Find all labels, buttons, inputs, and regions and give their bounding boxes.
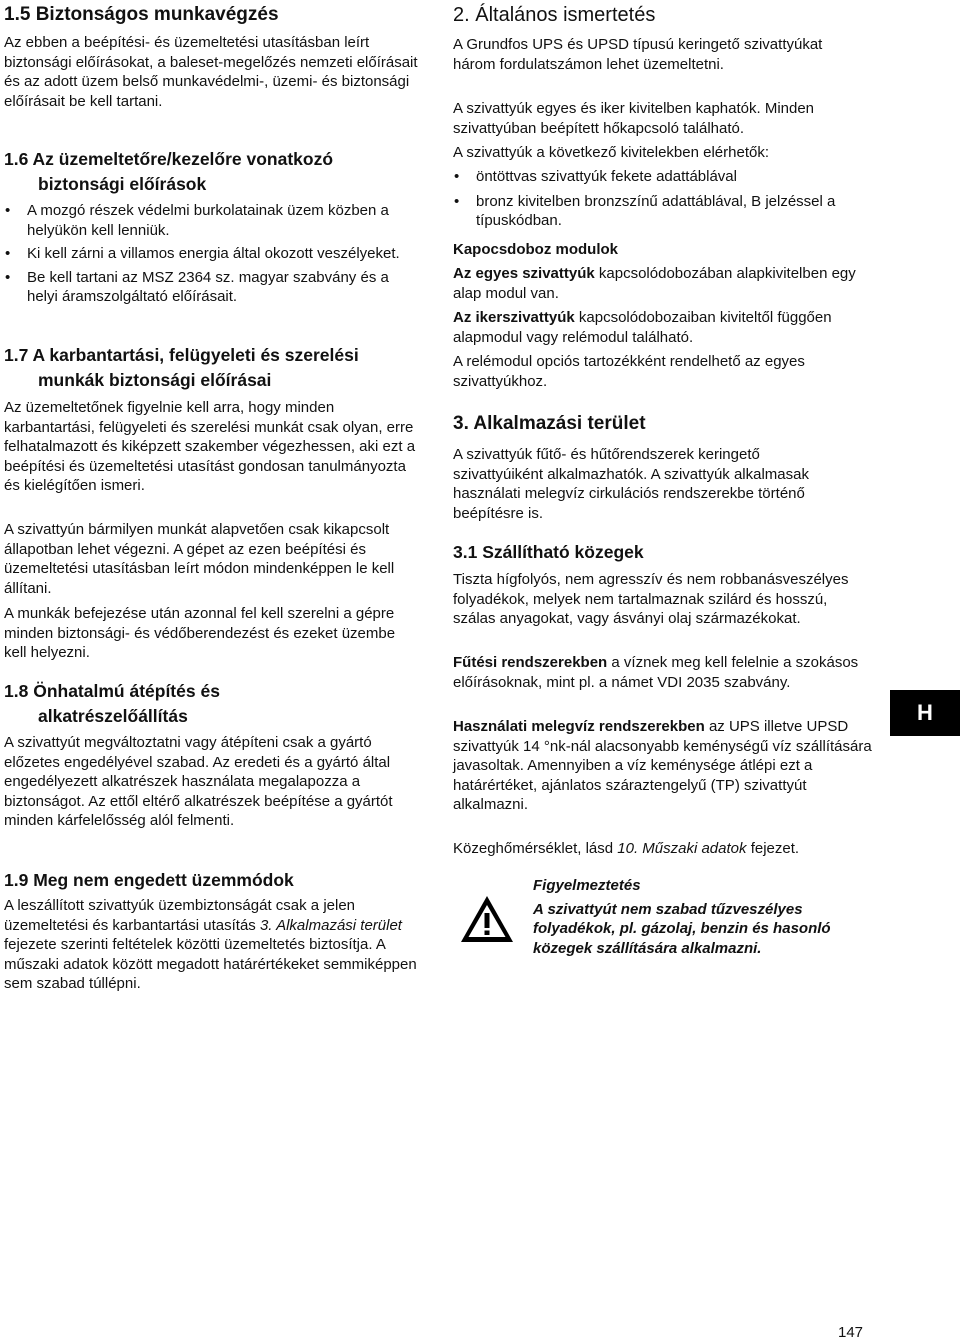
- list-item-text: bronz kivitelben bronzszínű adattáblával, B jelzéssel a típuskódban.: [476, 192, 836, 230]
- bullet-icon: •: [5, 268, 11, 286]
- list-item-text: A mozgó részek védelmi burkolatainak üzem közben a helyükön kell lenniük.: [27, 202, 389, 239]
- heading-title-line-2: biztonsági előírások: [38, 173, 207, 194]
- section-2-paragraph-3: A szivattyúk a következő kivitelekben elérhetők:: [453, 144, 769, 161]
- bold-run: Az ikerszivattyúk: [453, 309, 575, 326]
- heading-title-line-1: A karbantartási, felügyeleti és szerelési: [32, 345, 359, 365]
- text-run: fejezet.: [750, 840, 800, 857]
- section-2-paragraph-2: A szivattyúk egyes és iker kivitelben kaphatók. Minden szivattyúban beépített hőkapcsoló található.: [453, 100, 815, 137]
- section-1-6-list: [4, 201, 418, 307]
- list-item-text: öntöttvas szivattyúk fekete adattáblával: [476, 168, 737, 185]
- section-3-1-paragraph-2: [453, 653, 873, 692]
- heading-title-line-1: Az üzemeltetőre/kezelőre vonatkozó: [32, 149, 334, 169]
- bullet-icon: •: [5, 202, 11, 219]
- section-1-7-heading: [4, 343, 418, 392]
- bold-run: Használati melegvíz rendszerekben: [453, 718, 705, 735]
- list-item-text: Ki kell zárni a villamos energia által okozott veszélyeket.: [27, 245, 400, 263]
- section-1-5-text: Az ebben a beépítési- és üzemeltetési utasításban leírt biztonsági előírásokat, a baleset-megelőzés nemzeti előírásait és az adott üzem belső munkavédelmi-, üzemi- és biztonsági előírásait be kell tartani.: [4, 34, 418, 110]
- terminal-box-paragraph-2: [453, 308, 873, 347]
- text-run: Közeghőmérséklet, lásd: [453, 840, 614, 857]
- language-tab: H: [890, 690, 960, 736]
- list-item: [4, 268, 418, 307]
- section-1-7-paragraph-2: A szivattyún bármilyen munkát alapvetően csak kikapcsolt állapotban lehet végezni. A gépet az ezen beépítési és üzemeltetési utasításban leírt módon mindenképpen le kell állítani.: [4, 521, 395, 597]
- section-3-1-paragraph-3: [453, 717, 873, 815]
- list-item: [453, 167, 873, 187]
- list-item: [453, 192, 873, 231]
- section-1-9-heading: 1.9 Meg nem engedett üzemmódok: [4, 870, 294, 890]
- section-3-1-paragraph-4: [453, 839, 873, 859]
- warning-text: A szivattyút nem szabad tűzveszélyes folyadékok, pl. gázolaj, benzin és hasonló közegek szállítására alkalmazni.: [533, 900, 831, 957]
- text-run: a víznek meg kell felelnie a szokásos előírásoknak, mint pl. a námet VDI 2035 szabvány.: [453, 654, 859, 691]
- section-3-text: A szivattyúk fűtő- és hűtőrendszerek keringető szivattyúiként alkalmazhatók. A szivattyúk alkalmasak használati melegvíz cirkulációs rendszerekbe történő beépítésre is.: [453, 446, 809, 522]
- heading-number: 1.8: [4, 681, 29, 701]
- warning-title: Figyelmeztetés: [533, 877, 641, 894]
- section-3-1-heading: 3.1 Szállítható közegek: [453, 542, 644, 562]
- section-2-paragraph-1: A Grundfos UPS és UPSD típusú keringető szivattyúkat három fordulatszámon lehet üzemeltetni.: [453, 36, 823, 73]
- heading-title-line-2: alkatrészelőállítás: [38, 705, 188, 726]
- section-1-8-text: A szivattyút megváltoztatni vagy átépíteni csak a gyártó előzetes engedélyével szabad. Az eredeti és a gyártó által engedélyezett alkatrészek használata megalapozza a biztonságot. Az ettől eltérő alkatrészek beépítése a gyártót minden kárfelelősség alól felmenti.: [4, 734, 393, 830]
- warning-box: [453, 872, 873, 982]
- section-reference: 10. Műszaki adatok: [617, 840, 747, 857]
- text-run: az UPS illetve UPSD szivattyúk 14 °nk-nál alacsonyabb keménységű víz szállítására javasoltak. Amennyiben a víz keménysége átlépi ezt a határértéket, ajánlatos száraztengelyű (TP) szivattyút alkalmazni.: [453, 718, 872, 814]
- page-number: 147: [838, 1324, 864, 1341]
- section-3-1-paragraph-1: Tiszta hígfolyós, nem agresszív és nem robbanásveszélyes folyadékok, melyek nem tartalmaznak szilárd és hosszú, szálas anyagokat, vagy ásványi olaj származékokat.: [453, 571, 849, 628]
- terminal-box-paragraph-3: A relémodul opciós tartozékként rendelhető az egyes szivattyúkhoz.: [453, 353, 805, 390]
- bold-run: Az egyes szivattyúk: [453, 265, 595, 282]
- terminal-box-modules-subheading: Kapocsdoboz modulok: [453, 241, 618, 258]
- section-reference: 3. Alkalmazási terület: [259, 916, 402, 934]
- text-run: kapcsolódobozaiban kiviteltől függően alapmodul vagy relémodul található.: [453, 309, 832, 346]
- section-1-6-heading: [4, 147, 418, 196]
- section-3-heading: 3. Alkalmazási terület: [453, 413, 646, 434]
- section-1-5-heading: 1.5 Biztonságos munkavégzés: [4, 4, 279, 25]
- bullet-icon: •: [5, 245, 11, 263]
- section-1-7-paragraph-3: A munkák befejezése után azonnal fel kell szerelni a gépre minden biztonsági- és védőberendezést és ezeket üzembe kell helyezni.: [4, 605, 396, 662]
- list-item: [4, 201, 418, 240]
- section-2-heading: 2. Általános ismertetés: [453, 4, 656, 26]
- text-run: kapcsolódobozában alapkivitelben egy alap modul van.: [453, 265, 856, 302]
- bullet-icon: •: [454, 168, 460, 185]
- warning-triangle-icon: [459, 894, 515, 944]
- terminal-box-paragraph-1: [453, 264, 873, 303]
- section-1-8-heading: [4, 679, 418, 728]
- section-2-list: [453, 167, 873, 231]
- heading-number: 1.6: [4, 149, 29, 169]
- section-1-9-text: [4, 896, 418, 994]
- text-run: fejezete szerinti feltételek közötti üzemeltetés biztosítja. A műszaki adatok között megadott határértékeket semmiképpen sem szabad túllépni.: [4, 936, 417, 993]
- heading-number: 1.7: [4, 345, 29, 365]
- heading-title-line-2: munkák biztonsági előírásai: [38, 369, 272, 390]
- heading-title-line-1: Önhatalmú átépítés és: [33, 681, 220, 701]
- list-item: [4, 244, 418, 264]
- list-item-text: Be kell tartani az MSZ 2364 sz. magyar szabvány és a helyi áramszolgáltató előírásait.: [27, 268, 389, 306]
- bullet-icon: •: [454, 192, 460, 210]
- section-1-7-paragraph-1: Az üzemeltetőnek figyelnie kell arra, hogy minden karbantartási, felügyeleti és szerelési munkát csak olyan, erre felhatalmazott és kiképzett szakember végezhessen, aki ezt a beépítési és üzemeltetési utasítást gondosan tanulmányozta és kielégítően ismeri.: [4, 399, 416, 495]
- warning-content: [533, 872, 873, 958]
- bold-run: Fűtési rendszerekben: [453, 654, 608, 671]
- text-run: A leszállított szivattyúk üzembiztonságát csak a jelen üzemeltetési és karbantartási utasítás: [4, 897, 356, 934]
